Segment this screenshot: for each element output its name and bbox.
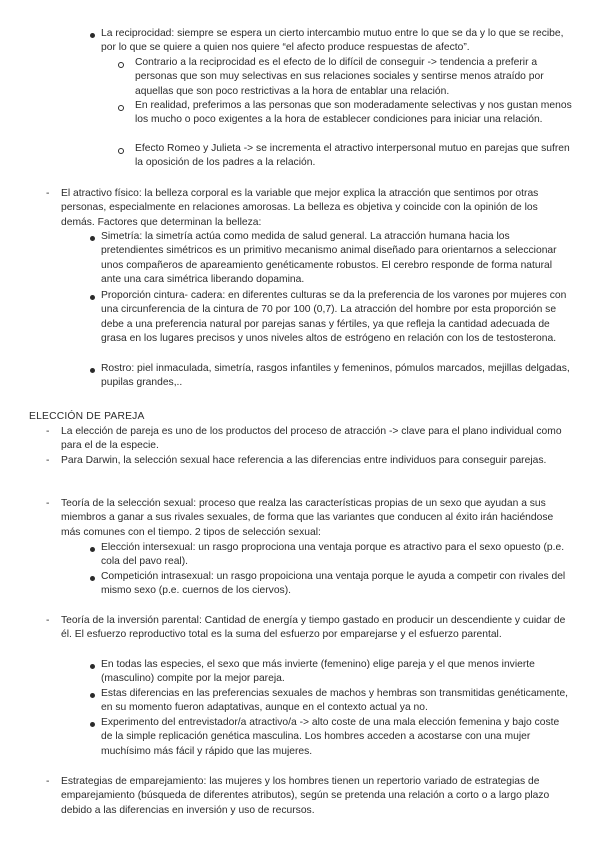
bullet-icon <box>90 693 95 698</box>
dash-marker: - <box>46 498 50 509</box>
bullet-icon <box>90 722 95 727</box>
reciprocity-paragraph: La reciprocidad: siempre se espera un cierto intercambio mutuo entre lo que se da y lo que se recibe, por lo que se quiere a quien nos quiere “el afecto produce respuestas de afecto”. <box>101 28 564 54</box>
dash-marker: - <box>46 455 50 466</box>
bullet-icon <box>90 33 95 38</box>
reciprocity-sub-1: Contrario a la reciprocidad es el efecto de lo difícil de conseguir -> tendencia a preferir a personas que son muy selectivas en sus relaciones sociales y sentirse menos atraído por aquellas que son poco restrictivas a la hora de entablar una relación. <box>135 57 544 97</box>
bullet-icon <box>90 295 95 300</box>
parental-investment-paragraph: Teoría de la inversión parental: Cantidad de energía y tiempo gastado en producir un descendiente y cuidar de él. El esfuerzo reproductivo total es la suma del esfuerzo por emparejarse y el esfuerzo parental. <box>61 615 566 641</box>
symmetry-bullet: Simetría: la simetría actúa como medida de salud general. La atracción humana hacia los pretendientes simétricos es un primitivo mecanismo animal diseñado para orientarnos a seleccionar unos compañeros de apareamiento genéticamente robustos. El cerebro responde de forma natural ante una cara simétrica liberando dopamina. <box>101 231 557 286</box>
bullet-icon <box>90 576 95 581</box>
circle-bullet-icon <box>118 105 124 111</box>
mating-strategies-paragraph: Estrategias de emparejamiento: las mujeres y los hombres tienen un repertorio variado de estrategias de emparejamiento (búsqueda de diferentes atributos), según se pretenda una relación a corto o a largo plazo debido a las diferencias en inversión y uso de recursos. <box>61 776 550 816</box>
bullet-icon <box>90 547 95 552</box>
section-heading: ELECCIÓN DE PAREJA <box>29 411 145 422</box>
dash-marker: - <box>46 426 50 437</box>
partner-item-2: Para Darwin, la selección sexual hace referencia a las diferencias entre individuos para conseguir parejas. <box>61 455 547 466</box>
circle-bullet-icon <box>118 62 124 68</box>
physical-attraction-paragraph: El atractivo físico: la belleza corporal es la variable que mejor explica la atracción que sentimos por otras personas, especialmente en relaciones amorosas. La belleza es objetiva y coincide con la opinión de los demás. Factores que determinan la belleza: <box>61 188 539 228</box>
dash-marker: - <box>46 615 50 626</box>
circle-bullet-icon <box>118 148 124 154</box>
investment-bullet-2: Estas diferencias en las preferencias sexuales de machos y hembras son transmitidas genéticamente, en su momento fueron adaptativas, aunque en el contexto actual ya no. <box>101 688 569 714</box>
reciprocity-sub-2: En realidad, preferimos a las personas que son moderadamente selectivas y nos gustan menos los mucho o poco exigentes a la hora de establecer condiciones para iniciar una relación. <box>135 100 572 126</box>
intersexual-bullet: Elección intersexual: un rasgo proprociona una ventaja porque es atractivo para el sexo opuesto (p.e. cola del pavo real). <box>101 542 565 568</box>
intrasexual-bullet: Competición intrasexual: un rasgo propoiciona una ventaja porque le ayuda a competir con rivales del mismo sexo (p.e. cuernos de los ciervos). <box>101 571 566 597</box>
waist-hip-bullet: Proporción cintura- cadera: en diferentes culturas se da la preferencia de los varones por mujeres con una circunferencia de la cintura de 70 por 100 (0,7). La atracción del hombre por esta proporción se debe a una preferencia natural por parejas sanas y fértiles, ya que refleja la cantidad adecuada de grasa en los lugares precisos y unos niveles altos de estrógeno en relación con los de testosterona. <box>101 290 567 345</box>
sexual-selection-paragraph: Teoría de la selección sexual: proceso que realza las características propias de un sexo que ayudan a sus miembros a ganar a sus rivales sexuales, de forma que las variantes que conducen al éxito irán haciéndose más comunes con el tiempo. 2 tipos de selección sexual: <box>61 498 554 538</box>
investment-bullet-1: En todas las especies, el sexo que más invierte (femenino) elige pareja y el que menos invierte (masculino) compite por la mejor pareja. <box>101 659 535 685</box>
face-bullet: Rostro: piel inmaculada, simetría, rasgos infantiles y femeninos, pómulos marcados, mejillas delgadas, pupilas grandes,.. <box>101 363 570 389</box>
investment-bullet-3: Experimento del entrevistador/a atractivo/a -> alto coste de una mala elección femenina y bajo coste de la simple replicación genética masculina. Los hombres acceden a acostarse con una mujer muchísimo más fácil y rápido que las mujeres. <box>101 717 560 757</box>
dash-marker: - <box>46 776 50 787</box>
bullet-icon <box>90 664 95 669</box>
bullet-icon <box>90 236 95 241</box>
reciprocity-sub-3: Efecto Romeo y Julieta -> se incrementa el atractivo interpersonal mutuo en parejas que sufren la oposición de los padres a la relación. <box>135 143 570 169</box>
partner-item-1: La elección de pareja es uno de los productos del proceso de atracción -> clave para el plano individual como para el de la especie. <box>61 426 562 452</box>
dash-marker: - <box>46 188 50 199</box>
bullet-icon <box>90 368 95 373</box>
